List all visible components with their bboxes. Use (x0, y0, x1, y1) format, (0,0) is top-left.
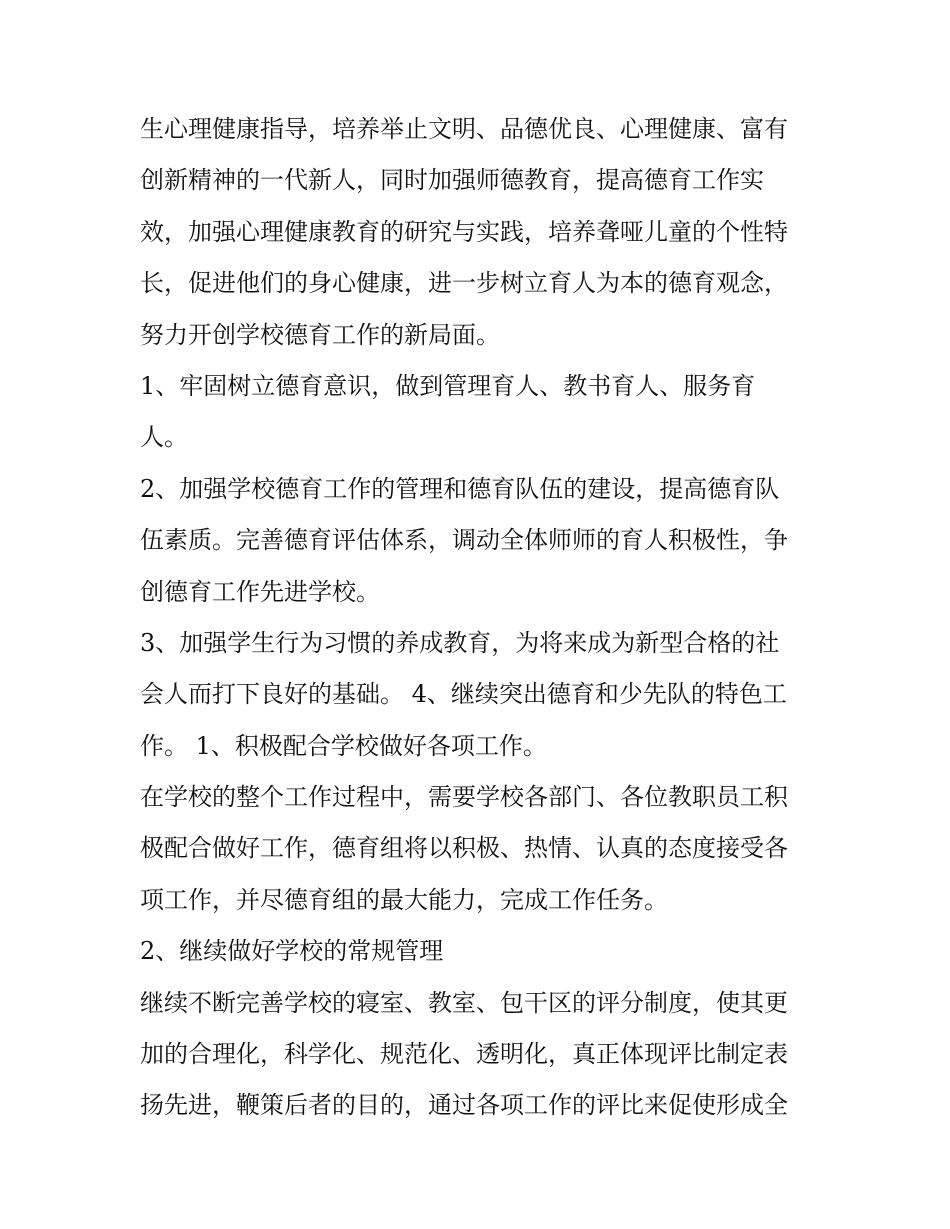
text-line: 极配合做好工作，德育组将以积极、热情、认真的态度接受各 (140, 834, 788, 863)
text-line: 在学校的整个工作过程中，需要学校各部门、各位教职员工积 (140, 783, 788, 812)
text-line: 长，促进他们的身心健康，进一步树立育人为本的德育观念， (140, 269, 788, 298)
text-line: 会人而打下良好的基础。 4、继续突出德育和少先队的特色工 (140, 680, 787, 709)
text-line: 加的合理化，科学化、规范化、透明化，真正体现评比制定表 (140, 1040, 788, 1069)
text-line: 扬先进，鞭策后者的目的，通过各项工作的评比来促使形成全 (140, 1091, 788, 1120)
text-line: 作。 1、积极配合学校做好各项工作。 (140, 731, 547, 760)
text-line: 2、加强学校德育工作的管理和德育队伍的建设，提高德育队 (140, 474, 780, 503)
text-line: 创德育工作先进学校。 (140, 577, 380, 606)
text-line: 创新精神的一代新人，同时加强师德教育，提高德育工作实 (140, 166, 764, 195)
text-line: 生心理健康指导，培养举止文明、品德优良、心理健康、富有 (140, 115, 788, 143)
text-line: 1、牢固树立德育意识，做到管理育人、教书育人、服务育 (140, 371, 756, 400)
text-line: 伍素质。完善德育评估体系，调动全体师师的育人积极性，争 (140, 526, 788, 555)
text-line: 2、继续做好学校的常规管理 (140, 937, 444, 966)
text-line: 效，加强心理健康教育的研究与实践，培养聋哑儿童的个性特 (140, 217, 788, 246)
text-line: 项工作，并尽德育组的最大能力，完成工作任务。 (140, 885, 668, 914)
text-line: 努力开创学校德育工作的新局面。 (140, 320, 500, 349)
text-line: 人。 (140, 423, 188, 452)
text-line: 3、加强学生行为习惯的养成教育，为将来成为新型合格的社 (140, 628, 780, 657)
document-page (140, 104, 820, 1132)
text-line: 继续不断完善学校的寝室、教室、包干区的评分制度，使其更 (140, 988, 788, 1017)
